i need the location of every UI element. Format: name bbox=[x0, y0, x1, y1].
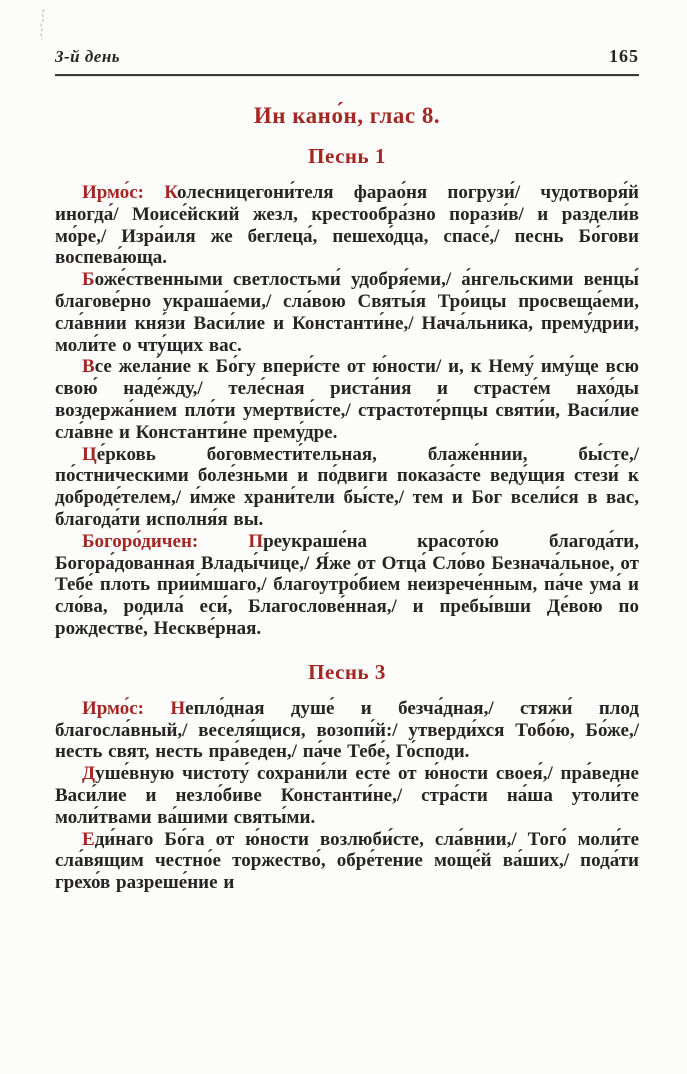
initial-letter: Б bbox=[82, 269, 95, 291]
ode-heading-3: Песнь 3 bbox=[308, 659, 386, 684]
page-number: 165 bbox=[609, 46, 639, 66]
stanza-text: епло́дная душе́ и безча́дная,/ стяжи́ плод благосла́вный,/ веселя́щися, возопи́й:/ утверди́хся Тобо́ю, Бо́же,/ несть свят, несть пра́веден,/ па́че Тебе́, Го́споди. bbox=[55, 697, 639, 763]
stanza-text: ди́наго Бо́га от ю́ности возлюби́сте, сла́внии,/ Того́ моли́те сла́вящим честно́е торжество́, обре́тение моще́й ва́ших,/ пода́ти грехо́в разреше́ние и bbox=[55, 828, 639, 894]
initial-letter: Е bbox=[82, 828, 95, 850]
stanza-troparion-3 bbox=[55, 444, 639, 531]
initial-letter: Ц bbox=[82, 443, 97, 465]
rubric-lead: Ирмо́с: bbox=[82, 182, 165, 203]
rubric-lead: Богоро́дичен: bbox=[82, 530, 249, 552]
stanza-theotokion bbox=[55, 531, 639, 640]
page-header bbox=[55, 46, 639, 67]
stanza-text: олесницегони́теля фарао́ня погрузи́/ чудотворя́й иногда́/ Моисе́йский жезл, крестообра́зно порази́в/ и раздели́в мо́ре,/ Изра́иля же беглеца́, пешехо́дца, спасе́,/ песнь Бо́гови воспева́юща. bbox=[55, 182, 639, 269]
ode-heading-1: Песнь 1 bbox=[308, 144, 386, 168]
stanza-text: оже́ственными светлостьми́ удобря́еми,/ а́нгельскими венцы́ благове́рно украша́еми,/ сла́вою Святы́я Тро́ицы просвеща́еми, сла́внии кня́зи Васи́лие и Константи́не,/ Нача́льника, прему́дрии, моли́те о чту́щих вас. bbox=[55, 269, 639, 356]
stanza-text: уше́вную чистоту́ сохрани́ли есте́ от ю́ности своея́,/ пра́ведне Васи́лие и незло́биве Константи́не,/ стра́сти на́ша утоли́те моли́твами ва́шими святы́ми. bbox=[55, 763, 639, 828]
stanza-irmos-3 bbox=[55, 698, 639, 763]
ode-1-body bbox=[55, 182, 639, 640]
stanza-troparion-4 bbox=[55, 763, 639, 828]
stanza-troparion-5 bbox=[55, 829, 639, 894]
stanza-troparion-2 bbox=[55, 356, 639, 443]
ode-3-body bbox=[55, 698, 639, 894]
initial-letter: В bbox=[82, 356, 95, 378]
initial-letter: К bbox=[164, 182, 178, 203]
initial-letter: Н bbox=[170, 697, 186, 719]
stanza-troparion-1 bbox=[55, 269, 639, 356]
canon-title: Ин кано́н, глас 8. bbox=[253, 103, 441, 128]
stanza-text: се жела́ние к Бо́гу впери́сте от ю́ности/ и, к Нему́ иму́ще всю свою́ наде́жду,/ теле́сная риста́ния и страсте́м нахо́ды воздержа́нием пло́ти умертви́сте,/ страстоте́рпцы святи́и, Васи́лие сла́вне и Константи́не прему́дре. bbox=[55, 356, 639, 443]
stanza-text: реукраше́на красото́ю благода́ти, Богора́дованная Влады́чице,/ Я́же от Отца́ Сло́во Безнача́льное, от Тебе́ плоть прии́мшаго,/ благоутро́бием неизрече́нным, па́че ума́ и сло́ва, родила́ еси́, Благослове́нная,/ и пребы́вши Де́вою по рождестве́, Нескве́рная. bbox=[55, 530, 639, 639]
running-title: 3-й день bbox=[55, 47, 121, 66]
stanza-irmos-1 bbox=[55, 182, 639, 269]
stanza-text: е́рковь боговмести́тельная, блаже́ннии, бы́сте,/ по́стническими боле́зньми и по́двиги показа́сте веду́щия стези́ к доброде́телем,/ и́мже храни́тели бы́сте,/ тем и Бог всели́ся в вас, благода́ти исполня́я вы. bbox=[55, 443, 639, 530]
header-rule bbox=[55, 74, 639, 76]
initial-letter: П bbox=[248, 530, 264, 552]
scan-artifact-mark bbox=[36, 8, 50, 42]
initial-letter: Д bbox=[82, 763, 96, 785]
rubric-lead: Ирмо́с: bbox=[82, 697, 171, 719]
